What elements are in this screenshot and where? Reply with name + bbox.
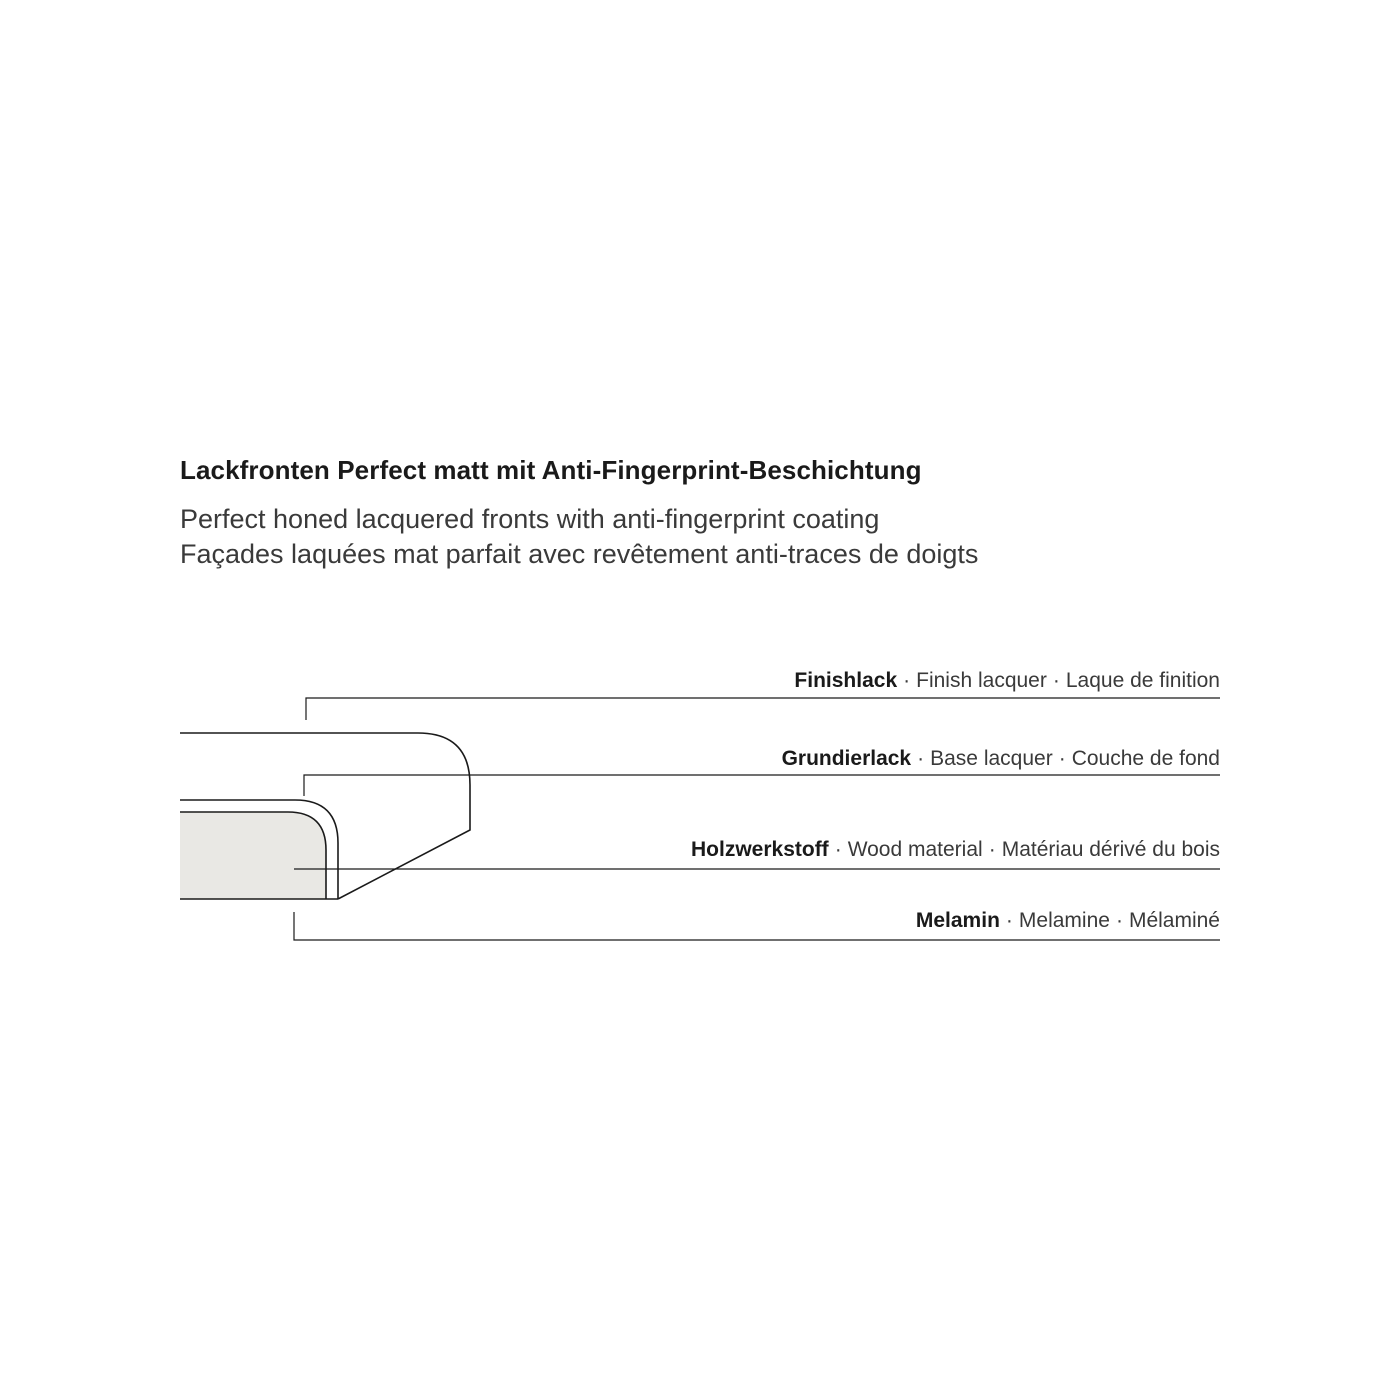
layer-name-fr: Laque de finition — [1065, 669, 1220, 692]
layer-name-fr: Couche de fond — [1071, 747, 1220, 770]
separator: · — [834, 838, 842, 861]
separator: · — [917, 747, 925, 770]
layer-name-en: Melamine — [1018, 909, 1110, 932]
layer-label-grundierlack — [782, 746, 1220, 772]
separator: · — [903, 669, 911, 692]
page-title: Lackfronten Perfect matt mit Anti-Fingerprint-Beschichtung — [180, 455, 922, 485]
leader-line-finishlack — [306, 698, 1220, 720]
subtitle-en: Perfect honed lacquered fronts with anti-fingerprint coating — [180, 504, 880, 534]
layer-label-melamin — [916, 908, 1220, 934]
layer-name-de: Grundierlack — [781, 747, 912, 770]
layer-name-en: Finish lacquer — [916, 669, 1047, 692]
separator: · — [1052, 669, 1060, 692]
subtitle-fr: Façades laquées mat parfait avec revêtement anti-traces de doigts — [180, 539, 979, 569]
layer-name-fr: Mélaminé — [1128, 909, 1220, 932]
layer-name-en: Base lacquer — [930, 747, 1053, 770]
leader-line-grundierlack — [304, 775, 1220, 796]
layer-name-fr: Matériau dérivé du bois — [1001, 838, 1220, 861]
separator: · — [988, 838, 996, 861]
layer-name-en: Wood material — [847, 838, 983, 861]
layer-name-de: Finishlack — [794, 669, 898, 692]
layer-label-holzwerkstoff — [691, 837, 1220, 863]
separator: · — [1005, 909, 1013, 932]
layer-name-de: Holzwerkstoff — [691, 838, 829, 861]
wood-core-fill — [180, 812, 326, 899]
layer-name-de: Melamin — [915, 909, 1000, 932]
separator: · — [1058, 747, 1066, 770]
separator: · — [1115, 909, 1123, 932]
layer-label-finishlack — [794, 668, 1220, 694]
